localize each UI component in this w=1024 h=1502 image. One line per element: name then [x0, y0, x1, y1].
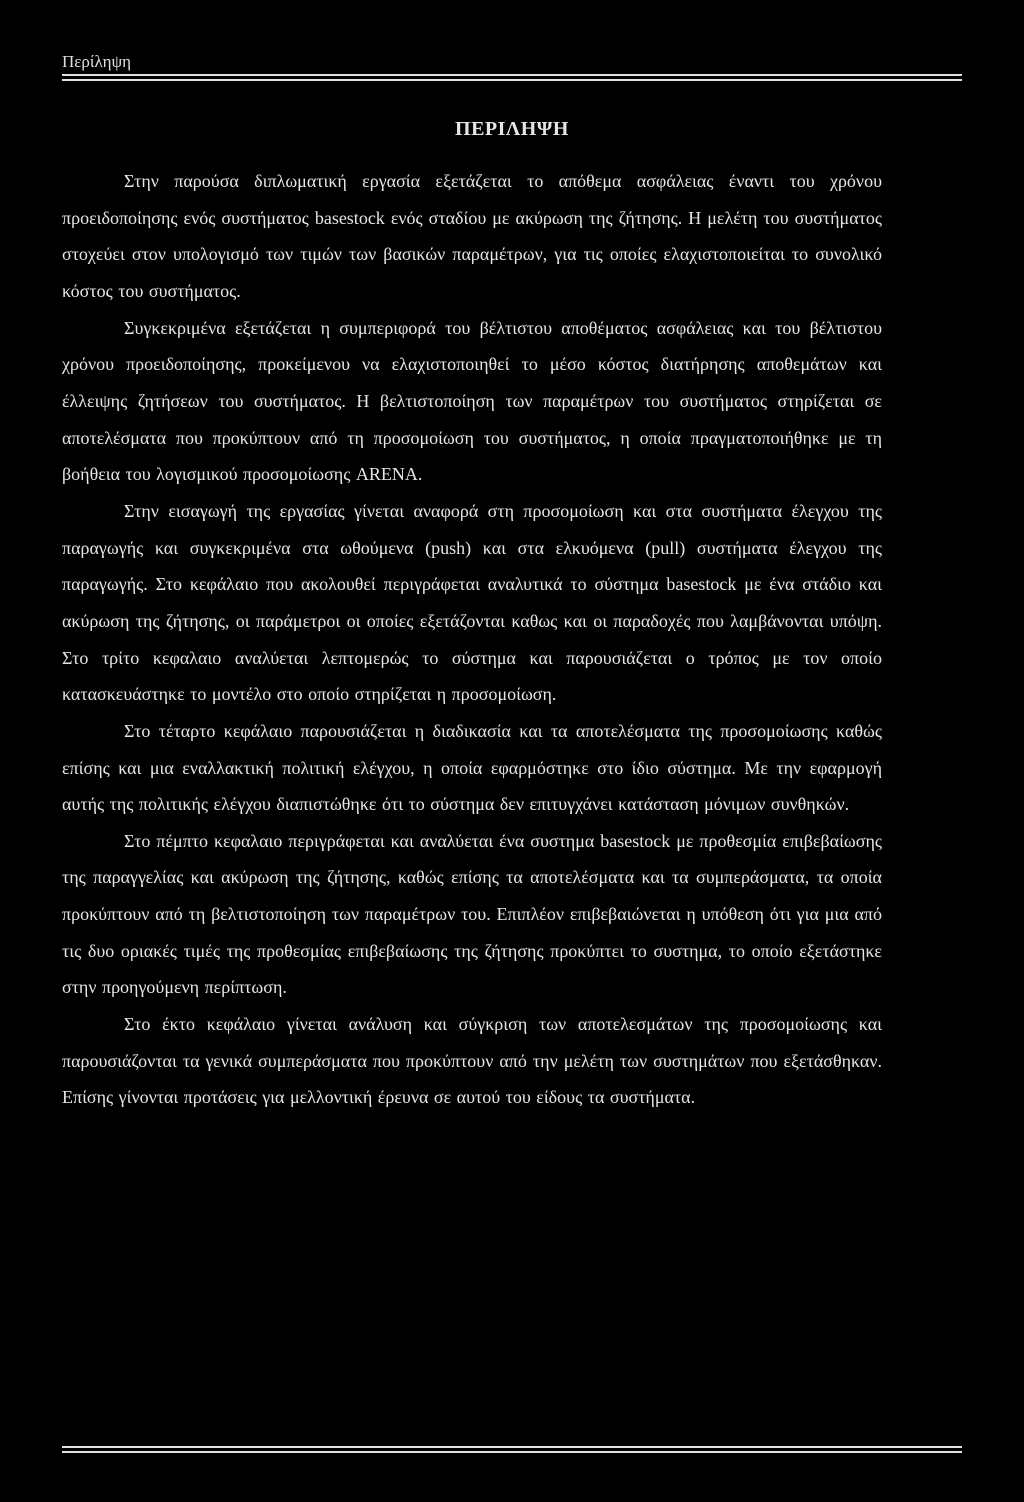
running-header: Περίληψη [62, 52, 131, 71]
abstract-paragraph: Συγκεκριμένα εξετάζεται η συμπεριφορά του βέλτιστου αποθέματος ασφάλειας και του βέλτιστου χρόνου προειδοποίησης, προκείμενου να ελαχιστοποιηθεί το μέσο κόστος διατήρησης αποθεμάτων και έλλειψης ζητήσεων του συστήματος. Η βελτιστοποίηση των παραμέτρων του συστήματος στηρίζεται σε αποτελέσματα που προκύπτουν από τη προσομοίωση του συστήματος, η οποία πραγματοποιήθηκε με τη βοήθεια του λογισμικού προσομοίωσης ARENA. [62, 317, 882, 485]
footer-double-rule [62, 1446, 962, 1453]
abstract-body [62, 163, 882, 1116]
header-double-rule [62, 74, 962, 81]
abstract-paragraph: Στο έκτο κεφάλαιο γίνεται ανάλυση και σύγκριση των αποτελεσμάτων της προσομοίωσης και παρουσιάζονται τα γενικά συμπεράσματα που προκύπτουν από την μελέτη των συστημάτων που εξετάσθηκαν. Επίσης γίνονται προτάσεις για μελλοντική έρευνα σε αυτού του είδους τα συστήματα. [62, 1014, 882, 1108]
abstract-paragraph: Στο τέταρτο κεφάλαιο παρουσιάζεται η διαδικασία και τα αποτελέσματα της προσομοίωσης καθώς επίσης και μια εναλλακτική πολιτική ελέγχου, η οποία εφαρμόστηκε στο ίδιο σύστημα. Με την εφαρμογή αυτής της πολιτικής ελέγχου διαπιστώθηκε ότι το σύστημα δεν επιτυγχάνει κατάσταση μόνιμων συνθηκών. [62, 720, 882, 815]
abstract-paragraph: Στην παρούσα διπλωματική εργασία εξετάζεται το απόθεμα ασφάλειας έναντι του χρόνου προειδοποίησης ενός συστήματος basestock ενός σταδίου με ακύρωση της ζήτησης. Η μελέτη του συστήματος στοχεύει στον υπολογισμό των τιμών των βασικών παραμέτρων, για τις οποίες ελαχιστοποιείται το συνολικό κόστος του συστήματος. [62, 171, 882, 301]
page-title: ΠΕΡΙΛΗΨΗ [455, 118, 569, 140]
abstract-paragraph: Στο πέμπτο κεφαλαιο περιγράφεται και αναλύεται ένα συστημα basestock με προθεσμία επιβεβαίωσης της παραγγελίας και ακύρωση της ζήτησης, καθώς επίσης τα αποτελέσματα και τα συμπεράσματα, τα οποία προκύπτουν από τη βελτιστοποίηση των παραμέτρων του. Επιπλέον επιβεβαιώνεται η υπόθεση ότι για μια από τις δυο οριακές τιμές της προθεσμίας επιβεβαίωσης της ζήτησης προκύπτει το συστημα, το οποίο εξετάστηκε στην προηγούμενη περίπτωση. [62, 830, 882, 998]
abstract-paragraph: Στην εισαγωγή της εργασίας γίνεται αναφορά στη προσομοίωση και στα συστήματα έλεγχου της παραγωγής και συγκεκριμένα στα ωθούμενα (push) και στα ελκυόμενα (pull) συστήματα έλεγχου της παραγωγής. Στο κεφάλαιο που ακολουθεί περιγράφεται αναλυτικά το σύστημα basestock με ένα στάδιο και ακύρωση της ζήτησης, οι παράμετροι οι οποίες εξετάζονται καθως και οι παραδοχές που λαμβάνονται υπόψη. Στο τρίτο κεφαλαιο αναλύεται λεπτομερώς το σύστημα και παρουσιάζεται ο τρόπος με τον οποίο κατασκευάστηκε το μοντέλο στο οποίο στηρίζεται η προσομοίωση. [62, 500, 882, 705]
